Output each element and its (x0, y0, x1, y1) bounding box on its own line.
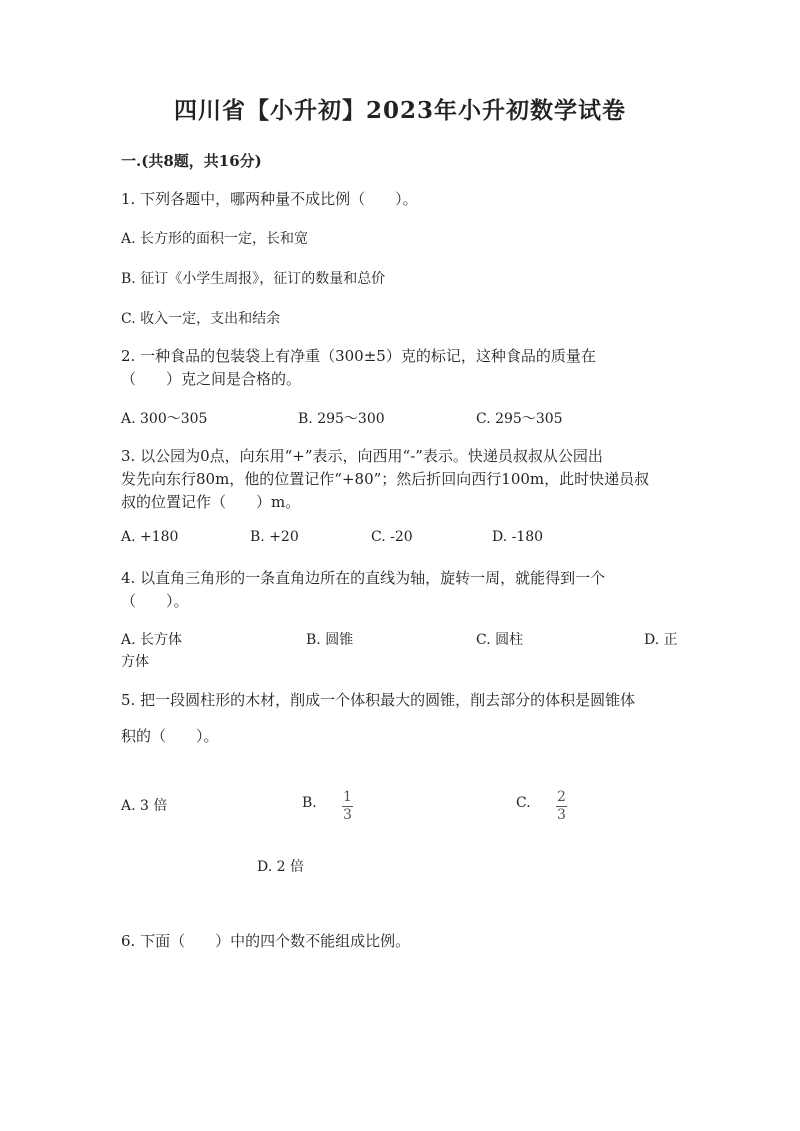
question-3-stem-line-1: 3. 以公园为0点，向东用“+”表示，向西用“-”表示。快递员叔叔从公园出 (121, 447, 603, 465)
question-4-stem-line-1: 4. 以直角三角形的一条直角边所在的直线为轴，旋转一周，就能得到一个 (121, 569, 606, 587)
question-1-option-a: A. 长方形的面积一定，长和宽 (121, 231, 309, 247)
question-2-option-a: A. 300～305 (121, 411, 208, 427)
question-4-option-d-part-2: 方体 (121, 654, 149, 670)
question-5-option-b-label: B. (302, 795, 317, 811)
question-3-option-a: A. +180 (121, 529, 179, 545)
question-5-option-c-fraction (556, 790, 567, 823)
question-1-option-c: C. 收入一定，支出和结余 (121, 311, 281, 327)
question-4-option-a: A. 长方体 (121, 632, 183, 648)
question-2-option-c: C. 295～305 (476, 411, 563, 427)
question-3-stem-line-2: 发先向东行80m，他的位置记作“+80”；然后折回向西行100m，此时快递员叔 (121, 470, 650, 488)
section-heading: 一.(共8题，共16分) (121, 152, 262, 170)
page-title: 四川省【小升初】2023年小升初数学试卷 (173, 97, 626, 124)
question-5-stem-line-2: 积的（ ）。 (121, 727, 219, 745)
question-3-stem-line-3: 叔的位置记作（ ）m。 (121, 493, 301, 511)
fraction-numerator: 2 (557, 789, 566, 805)
question-4-option-c: C. 圆柱 (476, 632, 524, 648)
fraction-numerator: 1 (343, 789, 352, 805)
question-2-stem-line-1: 2. 一种食品的包装袋上有净重（300±5）克的标记，这种食品的质量在 (121, 347, 596, 365)
question-6-stem: 6. 下面（ ）中的四个数不能组成比例。 (121, 932, 411, 950)
question-5-option-c-label: C. (516, 795, 531, 811)
question-2-stem-line-2: （ ）克之间是合格的。 (121, 370, 302, 388)
question-3-option-b: B. +20 (250, 529, 299, 545)
question-1-stem: 1. 下列各题中，哪两种量不成比例（ ）。 (121, 190, 418, 208)
question-5-option-a: A. 3 倍 (121, 798, 168, 814)
question-5-option-d: D. 2 倍 (257, 859, 304, 875)
question-5-option-b-fraction (342, 790, 353, 823)
question-4-stem-line-2: （ ）。 (121, 592, 189, 610)
question-2-option-b: B. 295～300 (298, 411, 385, 427)
question-4-option-d-part-1: D. 正 (644, 632, 678, 648)
fraction-denominator: 3 (343, 807, 352, 823)
question-1-option-b: B. 征订《小学生周报》，征订的数量和总价 (121, 271, 386, 287)
question-4-option-b: B. 圆锥 (306, 632, 354, 648)
question-3-option-d: D. -180 (492, 529, 544, 545)
question-5-stem-line-1: 5. 把一段圆柱形的木材，削成一个体积最大的圆锥，削去部分的体积是圆锥体 (121, 691, 636, 709)
fraction-denominator: 3 (557, 807, 566, 823)
question-3-option-c: C. -20 (371, 529, 413, 545)
